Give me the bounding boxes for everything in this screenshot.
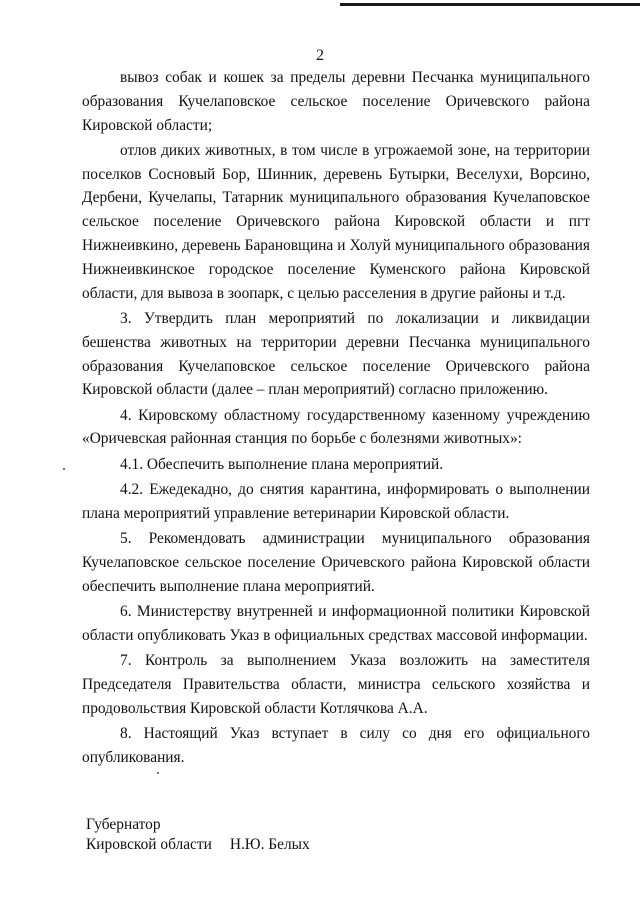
paragraph-item-4-1: 4.1. Обеспечить выполнение плана мероприятий. [120, 455, 444, 473]
signature-region: Кировской области [86, 836, 212, 853]
top-edge-rule [340, 3, 640, 6]
signature-block [86, 815, 310, 855]
scan-speck [157, 772, 159, 774]
paragraph-item-3: 3. Утвердить план мероприятий по локализации и ликвидации бешенства животных на территории деревни Песчанка муниципального образования Кучелаповское сельское поселение Оричевского района Кировской области (далее – план мероприятий) согласно приложению. [82, 309, 590, 399]
paragraph-item-8: 8. Настоящий Указ вступает в силу со дня его официального опубликования. [82, 725, 590, 766]
paragraph-item-4: 4. Кировскому областному государственному казенному учреждению «Оричевская районная станция по борьбе с болезнями животных»: [82, 406, 590, 448]
paragraph-item-6: 6. Министерству внутренней и информационной политики Кировской области опубликовать Указ в официальных средствах массовой информации. [82, 603, 590, 644]
signature-region-line [86, 835, 310, 855]
paragraph-item-5: 5. Рекомендовать администрации муниципального образования Кучелаповское сельское поселение Оричевского района Кировской области обеспечить выполнение плана мероприятий. [82, 530, 590, 595]
paragraph-wild-animals: отлов диких животных, в том числе в угрожаемой зоне, на территории поселков Сосновый Бор, Шинник, деревень Бутырки, Веселухи, Ворсино, Дербени, Кучелапы, Татарник муниципального образования Кучелаповское сельское поселение Оричевского района Кировской области и пгт Нижнеивкино, деревень Барановщина и Холуй муниципального образования Нижнеивкинское городское поселение Куменского района Кировской области, для вывоза в зоопарк, с целью расселения в другие районы и т.д. [82, 141, 590, 302]
page-number: 2 [316, 47, 324, 64]
signature-name: Н.Ю. Белых [229, 836, 310, 853]
signature-title: Губернатор [86, 816, 161, 833]
paragraph-removal-pets: вывоз собак и кошек за пределы деревни Песчанка муниципального образования Кучелаповское сельское поселение Оричевского района Кировской области; [82, 69, 590, 134]
scan-speck [63, 468, 65, 470]
paragraph-item-7: 7. Контроль за выполнением Указа возложить на заместителя Председателя Правительства области, министра сельского хозяйства и продовольствия Кировской области Котлячкова А.А. [82, 652, 590, 717]
decree-body [82, 66, 590, 771]
paragraph-item-4-2: 4.2. Ежедекадно, до снятия карантина, информировать о выполнении плана мероприятий управление ветеринарии Кировской области. [82, 481, 590, 522]
